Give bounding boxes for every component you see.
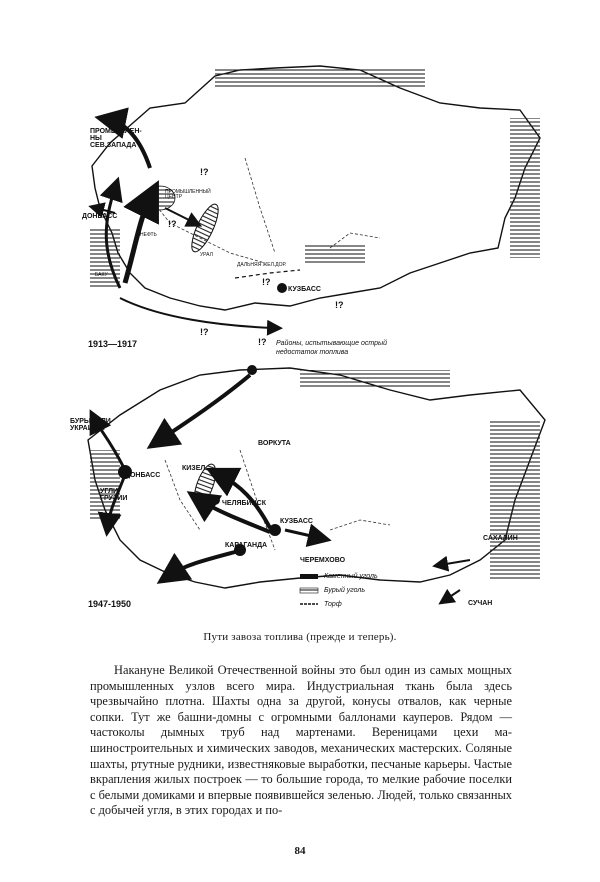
figure-caption: Пути завоза топлива (прежде и теперь). bbox=[203, 631, 397, 643]
label-kuzbass-bottom: КУЗБАСС bbox=[280, 518, 313, 525]
text-line: шиностроительных и химических заводов, механических мастерских. bbox=[90, 740, 462, 755]
legend-swatch-lignite bbox=[300, 588, 318, 593]
text-line: Соляные шахты, ртутные рудники, известняковые выработки, песчаные bbox=[90, 740, 512, 771]
legend-label-coal: Каменный уголь bbox=[324, 573, 378, 580]
label-nefte: НЕФТЬ bbox=[140, 232, 157, 238]
vorkuta-mark bbox=[247, 365, 257, 375]
label-donbass-top: ДОНБАСС bbox=[82, 213, 118, 220]
question-mark-3: !? bbox=[262, 277, 271, 287]
arrow-sakhalin bbox=[440, 560, 470, 565]
east-coast-hatch-b bbox=[490, 420, 540, 580]
text-line: зеленью. Людей, только связанных с добычей угля, в этих городах и по- bbox=[90, 787, 512, 818]
legend-label-peat: Торф bbox=[324, 601, 342, 608]
arrow-nefte bbox=[125, 198, 150, 283]
text-line: черные сопки. Тут же башни-домны с огромными баллонами кауперов. bbox=[90, 694, 512, 724]
map-1913-graphic bbox=[0, 48, 600, 348]
map-1913-1917 bbox=[0, 48, 600, 356]
legend-label-lignite: Бурый уголь bbox=[324, 587, 366, 594]
chelyabinsk-mark bbox=[210, 495, 220, 505]
label-baku: БАКУ bbox=[95, 272, 108, 278]
label-kizel: КИЗЕЛ bbox=[182, 465, 206, 472]
label-ugli-gruzii: УГЛИ ГРУЗИИ bbox=[100, 488, 128, 502]
label-donbass-bottom: ДОНБАСС bbox=[125, 472, 161, 479]
label-cheremkhovo: ЧЕРЕМХОВО bbox=[300, 557, 346, 564]
text-line: здесь чрезвычайно плотна. Шахты одна за другой, конусы отвалов, как bbox=[90, 678, 512, 709]
arrow-kuzbass-east bbox=[285, 530, 320, 538]
kuzbass-mark-top bbox=[277, 283, 287, 293]
label-ural: УРАЛ bbox=[200, 252, 213, 258]
question-mark-4: !? bbox=[335, 300, 344, 310]
label-chelyabinsk: ЧЕЛЯБИНСК bbox=[222, 500, 266, 507]
year-1913: 1913—1917 bbox=[88, 339, 138, 349]
question-mark-1: !? bbox=[200, 167, 209, 177]
body-paragraph bbox=[90, 663, 512, 819]
arrow-suchan bbox=[445, 590, 460, 600]
west-hatch-b bbox=[90, 450, 120, 520]
legend-symbol-top: !? bbox=[258, 337, 267, 347]
label-center: ПРОМЫШЛЕННЫЙ ЦЕНТР bbox=[165, 189, 211, 200]
text-line: Рядом — частоколы дымных труб над мартенами. Вереницами цехи ма- bbox=[90, 709, 512, 740]
year-1947: 1947-1950 bbox=[88, 599, 132, 609]
label-ugli-ukrainy: БУРЫ УГЛИ УКРАИНЫ bbox=[70, 418, 111, 432]
text-line: карьеры. Частые вкрапления жилых построек — то большие города, то bbox=[90, 756, 512, 787]
label-northwest: ПРОМЫШЛЕН-НЫ СЕВ.ЗАПАДА bbox=[90, 128, 142, 149]
text-line: мелкие рабочие поселки с белыми домиками и впервые появившейся bbox=[90, 772, 512, 802]
map-1947-1950 bbox=[0, 360, 600, 622]
question-mark-2: !? bbox=[168, 219, 177, 229]
label-suchan: СУЧАН bbox=[468, 600, 493, 607]
label-karaganda: КАРАГАНДА bbox=[225, 542, 268, 549]
east-coast-hatch bbox=[510, 118, 540, 258]
map-1947-graphic bbox=[0, 360, 600, 622]
arrow-south-east bbox=[120, 298, 275, 328]
north-coast-hatch-b bbox=[300, 370, 450, 388]
text-line: Накануне Великой Отечественной войны это был один из самых bbox=[114, 663, 464, 677]
label-kuzbass-top: КУЗБАСС bbox=[288, 286, 321, 293]
label-sakhalin: САХАЛИН bbox=[483, 535, 518, 542]
north-coast-hatch bbox=[215, 68, 425, 88]
south-hatch bbox=[305, 243, 365, 263]
legend-text-top: Районы, испытывающие острый недостаток топлива bbox=[276, 340, 388, 356]
arrow-karaganda-west bbox=[170, 552, 235, 575]
legend-swatch-coal bbox=[300, 574, 318, 579]
page-number: 84 bbox=[294, 845, 306, 857]
label-railway: ДАЛЬНЯЯ ЖЕЛ.ДОР. bbox=[237, 262, 287, 268]
label-vorkuta: ВОРКУТА bbox=[258, 440, 291, 447]
question-mark-5: !? bbox=[200, 327, 209, 337]
text-line: мощных промышленных узлов всего мира. Индустриальная ткань была bbox=[90, 663, 512, 693]
